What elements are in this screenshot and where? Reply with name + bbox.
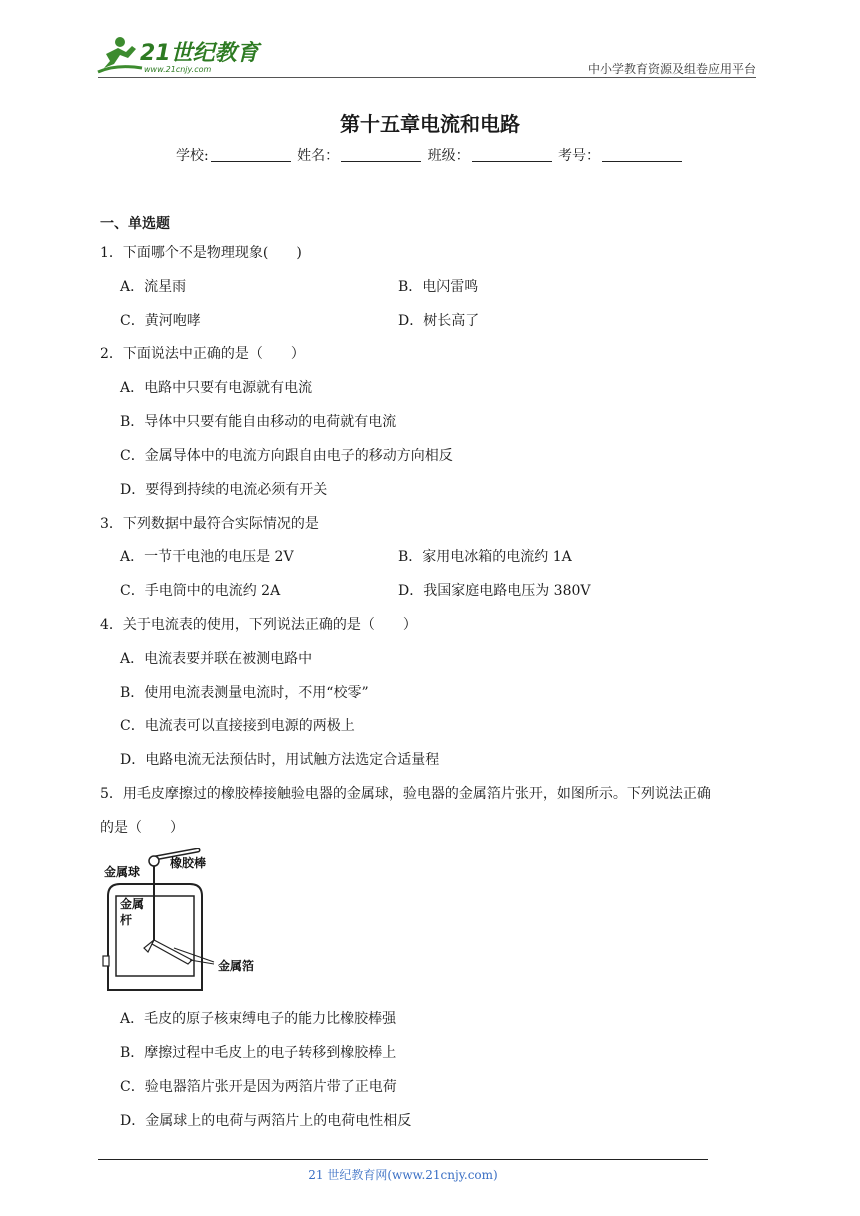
question-2-option-a[interactable]: A．电路中只要有电源就有电流: [120, 380, 313, 396]
question-2-option-d[interactable]: D．要得到持续的电流必须有开关: [120, 482, 328, 498]
label-metal-stem-top: 金属: [120, 897, 145, 911]
question-2-option-c[interactable]: C．金属导体中的电流方向跟自由电子的移动方向相反: [120, 448, 453, 464]
label-rubber-rod: 橡胶棒: [170, 856, 207, 870]
question-4-stem: 4．关于电流表的使用，下列说法正确的是（ ）: [100, 617, 417, 633]
question-3-stem: 3．下列数据中最符合实际情况的是: [100, 516, 319, 532]
electroscope-figure: [100, 848, 275, 998]
label-metal-stem-bottom: 杆: [120, 913, 133, 927]
question-5-option-d[interactable]: D．金属球上的电荷与两箔片上的电荷电性相反: [120, 1113, 412, 1129]
number-label: 考号：: [558, 148, 601, 164]
logo-url: www.21cnjy.com: [144, 65, 212, 74]
class-label: 班级：: [427, 148, 470, 164]
question-3-option-c[interactable]: C．手电筒中的电流约 2A: [120, 583, 281, 599]
question-4-option-a[interactable]: A．电流表要并联在被测电路中: [120, 651, 313, 667]
school-label: 学校:: [175, 148, 209, 164]
question-4-option-c[interactable]: C．电流表可以直接接到电源的两极上: [120, 718, 355, 734]
question-1-option-a[interactable]: A．流星雨: [120, 279, 187, 295]
label-metal-foil: 金属箔: [218, 959, 255, 973]
question-5-stem-line1: 5．用毛皮摩擦过的橡胶棒接触验电器的金属球，验电器的金属箔片张开，如图所示。下列说法正确: [100, 786, 711, 802]
student-info: [0, 145, 860, 165]
school-field[interactable]: [211, 147, 291, 162]
page-title: 第十五章电流和电路: [340, 112, 520, 136]
question-1-option-c[interactable]: C．黄河咆哮: [120, 313, 201, 329]
label-metal-ball: 金属球: [104, 865, 141, 879]
question-1-option-d[interactable]: D．树长高了: [398, 313, 480, 329]
name-field[interactable]: [341, 147, 421, 162]
platform-name: 中小学教育资源及组卷应用平台: [587, 62, 756, 76]
question-5-stem-line2: 的是（ ）: [100, 820, 184, 836]
question-3-option-b[interactable]: B．家用电冰箱的电流约 1A: [398, 549, 572, 565]
question-2-option-b[interactable]: B．导体中只要有能自由移动的电荷就有电流: [120, 414, 397, 430]
name-label: 姓名：: [297, 148, 340, 164]
question-3-option-a[interactable]: A．一节干电池的电压是 2V: [120, 549, 294, 565]
footer-link[interactable]: 21 世纪教育网(www.21cnjy.com): [308, 1168, 498, 1182]
question-2-stem: 2．下面说法中正确的是（ ）: [100, 346, 305, 362]
logo-text: 21世纪教育: [140, 41, 259, 66]
question-1-option-b[interactable]: B．电闪雷鸣: [398, 279, 479, 295]
question-4-option-b[interactable]: B．使用电流表测量电流时，不用“校零”: [120, 685, 369, 701]
question-3-option-d[interactable]: D．我国家庭电路电压为 380V: [398, 583, 591, 599]
question-5-option-b[interactable]: B．摩擦过程中毛皮上的电子转移到橡胶棒上: [120, 1045, 397, 1061]
question-1-stem: 1．下面哪个不是物理现象( ): [100, 245, 302, 261]
question-5-option-a[interactable]: A．毛皮的原子核束缚电子的能力比橡胶棒强: [120, 1011, 397, 1027]
metal-ball: [149, 856, 159, 866]
header-divider: [98, 77, 756, 78]
footer-divider: [98, 1159, 708, 1160]
section-heading: 一、单选题: [100, 216, 170, 232]
class-field[interactable]: [472, 147, 552, 162]
site-logo: [96, 34, 266, 76]
number-field[interactable]: [602, 147, 682, 162]
question-5-option-c[interactable]: C．验电器箔片张开是因为两箔片带了正电荷: [120, 1079, 397, 1095]
question-4-option-d[interactable]: D．电路电流无法预估时，用试触方法选定合适量程: [120, 752, 440, 768]
